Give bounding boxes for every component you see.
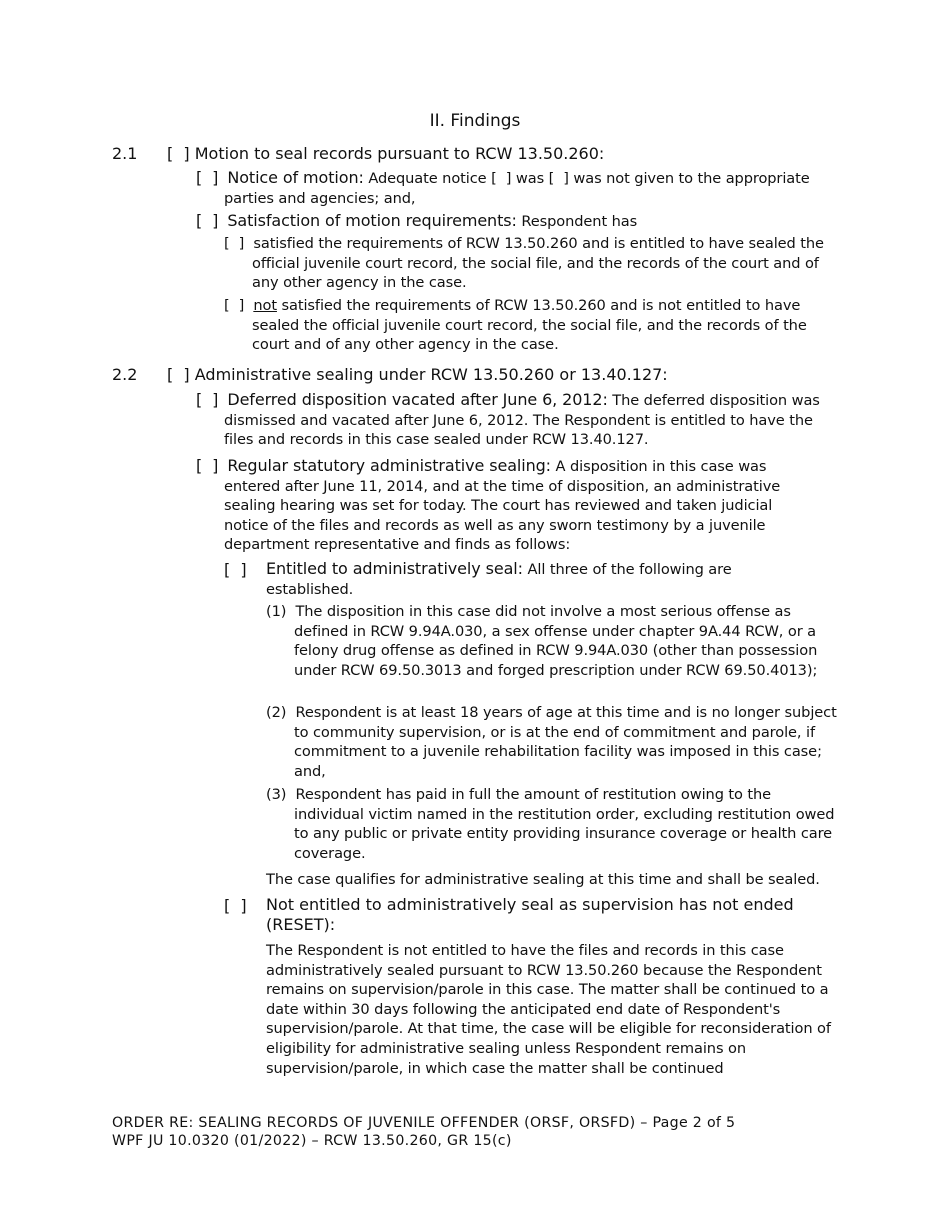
not-satisfied-checkbox[interactable]: [ ] xyxy=(224,297,245,314)
not-satisfied-text: satisfied the requirements of RCW 13.50.260 and is not entitled to have sealed the official juvenile court record, the social file, and the records of the court and of any other agency in the case. xyxy=(252,297,807,354)
notice-was-not-checkbox[interactable]: [ ] xyxy=(548,170,569,187)
regular-sealing-text: A disposition in this case was entered after June 11, 2014, and at the time of disposition, an administrative sealing hearing was set for today. The court has reviewed and taken judicial notice of the files and records as well as any sworn testimony by a juvenile department representative and finds as follows: xyxy=(224,458,781,554)
section-number-2-1: 2.1 xyxy=(112,144,138,163)
footer-title: ORDER RE: SEALING RECORDS OF JUVENILE OFFENDER (ORSF, ORSFD) – Page 2 of 5 xyxy=(112,1115,736,1131)
notice-of-motion-item xyxy=(196,168,836,208)
criterion-1-number: (1) xyxy=(266,603,287,620)
criterion-2 xyxy=(266,703,842,781)
criterion-2-number: (2) xyxy=(266,704,287,721)
motion-to-seal-title: Motion to seal records pursuant to RCW 13.50.260: xyxy=(194,144,605,163)
satisfied-option xyxy=(224,234,830,293)
entitled-item xyxy=(266,559,786,599)
administrative-sealing-item xyxy=(167,365,668,384)
entitled-checkbox[interactable]: [ ] xyxy=(224,560,247,579)
satisfaction-text: Respondent has xyxy=(516,213,638,230)
administrative-sealing-title: Administrative sealing under RCW 13.50.260 or 13.40.127: xyxy=(194,365,668,384)
satisfaction-checkbox[interactable]: [ ] xyxy=(196,211,219,230)
regular-sealing-item xyxy=(196,456,806,555)
satisfaction-item xyxy=(196,211,836,232)
administrative-sealing-checkbox[interactable]: [ ] xyxy=(167,365,190,384)
not-entitled-text: The Respondent is not entitled to have the files and records in this case administratively sealed pursuant to RCW 13.50.260 because the Respondent remains on supervision/parole in this case. The matter shall be continued to a date within 30 days following the anticipated end date of Respondent's supervision/parole. At that time, the case will be eligible for reconsideration of eligibility for administrative sealing unless Respondent remains on supervision/parole, in which case the matter shall be continued xyxy=(266,942,831,1077)
footer-form-number: WPF JU 10.0320 (01/2022) – RCW 13.50.260, GR 15(c) xyxy=(112,1133,512,1149)
motion-to-seal-item xyxy=(167,144,604,163)
entitled-text: All three of the following are established. xyxy=(266,561,732,598)
regular-sealing-label: Regular statutory administrative sealing: xyxy=(227,456,551,475)
not-satisfied-option xyxy=(224,296,830,355)
entitled-label: Entitled to administratively seal: xyxy=(266,559,523,578)
motion-to-seal-checkbox[interactable]: [ ] xyxy=(167,144,190,163)
section-number-2-2: 2.2 xyxy=(112,365,138,384)
satisfied-checkbox[interactable]: [ ] xyxy=(224,235,245,252)
deferred-label: Deferred disposition vacated after June 6, 2012: xyxy=(227,390,608,409)
notice-text-a: Adequate notice xyxy=(363,170,492,187)
section-heading: II. Findings xyxy=(429,111,521,131)
notice-text-b: was xyxy=(511,170,549,187)
criterion-3 xyxy=(266,785,842,863)
criterion-1-text: The disposition in this case did not involve a most serious offense as defined in RCW 9.94A.030, a sex offense under chapter 9A.44 RCW, or a felony drug offense as defined in RCW 9.94A.030 (other than possession under RCW 69.50.3013 and forged prescription under RCW 69.50.4013); xyxy=(294,603,818,679)
notice-checkbox[interactable]: [ ] xyxy=(196,168,219,187)
notice-label: Notice of motion: xyxy=(227,168,364,187)
deferred-disposition-item xyxy=(196,390,822,450)
criterion-3-number: (3) xyxy=(266,786,287,803)
satisfaction-label: Satisfaction of motion requirements: xyxy=(227,211,517,230)
criterion-3-text: Respondent has paid in full the amount of restitution owing to the individual victim named in the restitution order, excluding restitution owed to any public or private entity providing insurance coverage or health care coverage. xyxy=(294,786,835,862)
regular-sealing-checkbox[interactable]: [ ] xyxy=(196,456,219,475)
entitled-conclusion: The case qualifies for administrative sealing at this time and shall be sealed. xyxy=(266,871,820,888)
not-entitled-checkbox[interactable]: [ ] xyxy=(224,896,247,915)
not-entitled-label: Not entitled to administratively seal as supervision has not ended (RESET): xyxy=(266,895,794,934)
satisfied-text: satisfied the requirements of RCW 13.50.260 and is entitled to have sealed the official juvenile court record, the social file, and the records of the court and of any other agency in the case. xyxy=(252,235,824,292)
deferred-checkbox[interactable]: [ ] xyxy=(196,390,219,409)
page-footer xyxy=(112,1114,735,1150)
deferred-text: The deferred disposition was dismissed and vacated after June 6, 2012. The Respondent is entitled to have the files and records in this case sealed under RCW 13.40.127. xyxy=(224,392,820,449)
criterion-1 xyxy=(266,602,842,680)
criterion-2-text: Respondent is at least 18 years of age at this time and is no longer subject to community supervision, or is at the end of commitment and parole, if commitment to a juvenile rehabilitation facility was imposed in this case; and, xyxy=(294,704,837,780)
notice-was-checkbox[interactable]: [ ] xyxy=(491,170,512,187)
notice-text-c: was not given to the appropriate parties and agencies; and, xyxy=(224,170,810,207)
not-underlined: not xyxy=(253,297,277,314)
